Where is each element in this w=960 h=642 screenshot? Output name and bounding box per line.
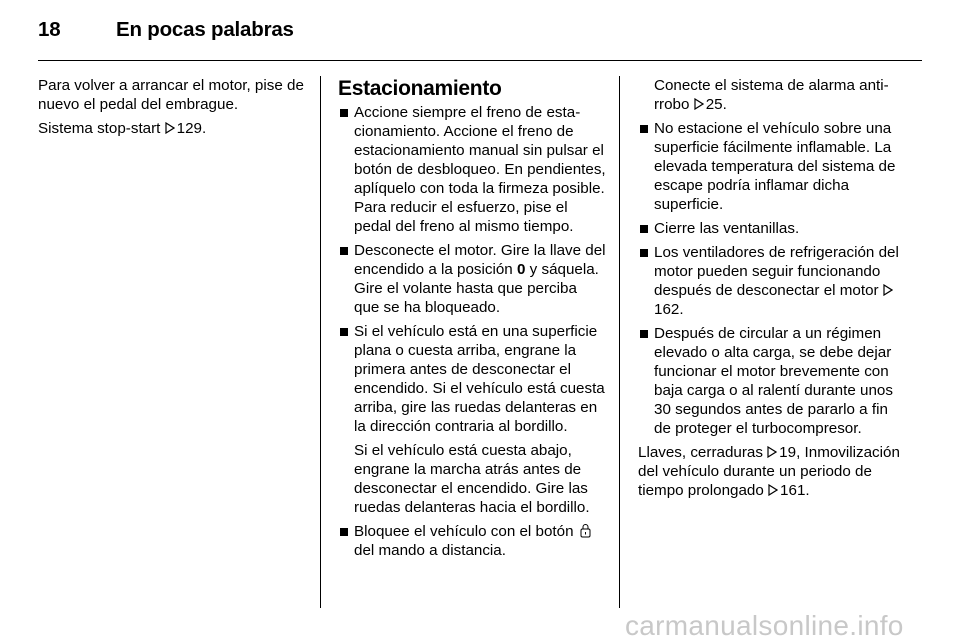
column-1 bbox=[38, 76, 308, 143]
ref-page-link[interactable]: 162. bbox=[654, 301, 684, 318]
list-item: Accione siempre el freno de estacionamiento. Accione el freno de estacionamiento manual sin pulsar el botón de desbloqueo. En pendientes, aplíquelo con toda la firmeza posible. Para reducir el esfuerzo, pise el pedal del freno al mismo tiempo. bbox=[338, 103, 606, 236]
parking-list bbox=[338, 103, 606, 436]
paragraph-stop-start-ref bbox=[38, 119, 308, 138]
lock-button-icon bbox=[580, 523, 591, 538]
parking-list-cont bbox=[338, 522, 606, 560]
page-reference-icon bbox=[694, 98, 704, 110]
ref-page-link[interactable]: 161. bbox=[780, 482, 810, 499]
list-item bbox=[338, 241, 606, 317]
page-number: 18 bbox=[38, 18, 61, 41]
list-item bbox=[638, 243, 903, 319]
list-item: Después de circular a un régimen elevado o alta carga, se debe dejar funcionar el motor brevemente con baja carga o al ralentí durante unos 30 segundos antes de pararlo a fin de proteger el turbocompresor. bbox=[638, 324, 903, 438]
paragraph-restart: Para volver a arrancar el motor, pise de nuevo el pedal del embrague. bbox=[38, 77, 304, 113]
column-2 bbox=[338, 76, 606, 565]
list-item: Cierre las ventanillas. bbox=[638, 219, 903, 238]
ref-page-link[interactable]: 19, bbox=[779, 444, 801, 461]
watermark: carmanualsonline.info bbox=[625, 610, 904, 641]
ref-text: Llaves, cerraduras bbox=[638, 444, 763, 461]
section-heading: Estacionamiento bbox=[338, 77, 502, 100]
ref-page-link[interactable]: 129. bbox=[176, 120, 207, 137]
list-item-text: y sáquela. Gire el volante hasta que perciba que se ha bloqueado. bbox=[354, 261, 599, 316]
page-reference-icon bbox=[165, 122, 175, 134]
list-item-continuation: Si el vehículo está cuesta abajo, engrane la marcha atrás antes de desconectar el encendido. Gire las ruedas delanteras hacia el bordillo. bbox=[354, 442, 590, 516]
list-item-text: del mando a distancia. bbox=[354, 542, 506, 559]
column-3 bbox=[638, 76, 903, 505]
ignition-position: 0 bbox=[516, 261, 526, 278]
page-reference-icon bbox=[767, 446, 777, 458]
ref-text: Inmovilización del vehículo durante un periodo de tiempo prolongado bbox=[638, 444, 900, 499]
ref-page-link[interactable]: 25. bbox=[705, 96, 727, 113]
column-divider-1 bbox=[320, 76, 321, 608]
list-item-text: Desconecte el motor. Gire la llave del encendido a la posición bbox=[354, 242, 606, 278]
header-divider bbox=[38, 60, 922, 61]
ref-text: Sistema stop-start bbox=[38, 120, 161, 137]
page-header bbox=[38, 18, 294, 42]
list-item-text: Bloquee el vehículo con el botón bbox=[354, 523, 574, 540]
list-item-continuation bbox=[638, 76, 903, 114]
page-reference-icon bbox=[768, 484, 778, 496]
list-item-text: Conecte el sistema de alarma antirrobo bbox=[654, 77, 889, 113]
list-item: No estacione el vehículo sobre una superficie fácilmente inflamable. La elevada temperatura del sistema de escape podría inflamar dicha superficie. bbox=[638, 119, 903, 214]
column-divider-2 bbox=[619, 76, 620, 608]
list-item bbox=[338, 522, 606, 560]
page-title: En pocas palabras bbox=[116, 18, 294, 41]
parking-list-col3 bbox=[638, 119, 903, 438]
paragraph-references bbox=[638, 443, 903, 500]
page-reference-icon bbox=[883, 284, 893, 296]
list-item-text: Los ventiladores de refrigeración del motor pueden seguir funcionando después de desconectar el motor bbox=[654, 244, 899, 299]
list-item: Si el vehículo está en una superficie plana o cuesta arriba, engrane la primera antes de desconectar el encendido. Si el vehículo está cuesta arriba, gire las ruedas delanteras en la dirección contraria al bordillo. bbox=[338, 322, 606, 436]
